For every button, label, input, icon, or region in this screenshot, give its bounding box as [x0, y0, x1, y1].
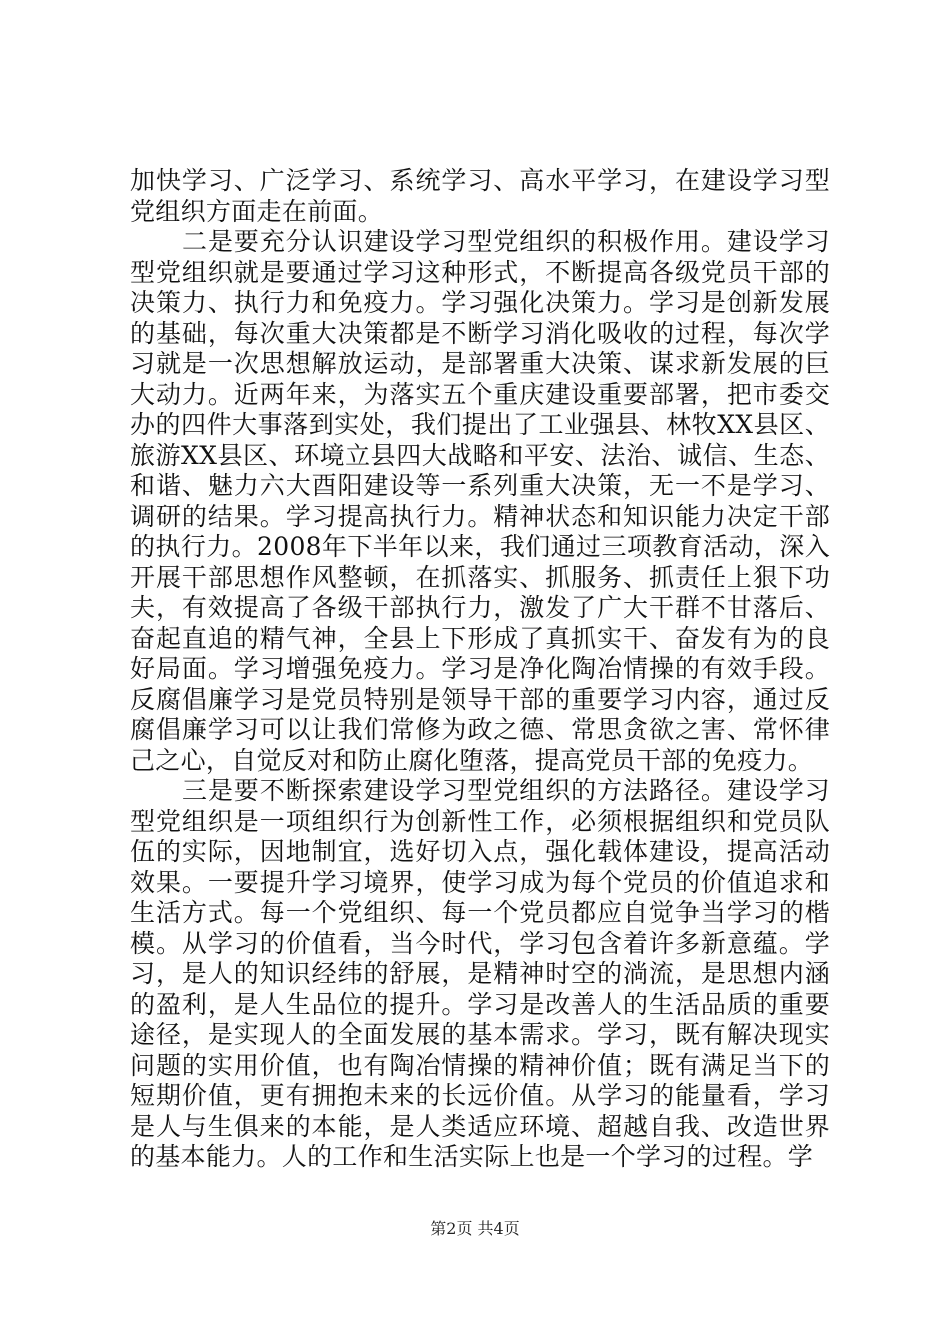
paragraph-3: 三是要不断探索建设学习型党组织的方法路径。建设学习型党组织是一项组织行为创新性工作，必须根据组织和党员队伍的实际，因地制宜，选好切入点，强化载体建设，提高活动效果。一要提升学习境界，使学习成为每个党员的价值追求和生活方式。每一个党组织、每一个党员都应自觉争当学习的楷模。从学习的价值看，当今时代，学习包含着许多新意蕴。学习，是人的知识经纬的舒展，是精神时空的淌流，是思想内涵的盈利，是人生品位的提升。学习是改善人的生活品质的重要途径，是实现人的全面发展的基本需求。学习，既有解决现实问题的实用价值，也有陶冶情操的精神价值；既有满足当下的短期价值，更有拥抱未来的长远价值。从学习的能量看，学习是人与生俱来的本能，是人类适应环境、超越自我、改造世界的基本能力。人的工作和生活实际上也是一个学习的过程。学: [130, 776, 830, 1171]
body-text: [130, 166, 830, 1173]
paragraph-2: 二是要充分认识建设学习型党组织的积极作用。建设学习型党组织就是要通过学习这种形式，不断提高各级党员干部的决策力、执行力和免疫力。学习强化决策力。学习是创新发展的基础，每次重大决策都是不断学习消化吸收的过程，每次学习就是一次思想解放运动，是部署重大决策、谋求新发展的巨大动力。近两年来，为落实五个重庆建设重要部署，把市委交办的四件大事落到实处，我们提出了工业强县、林牧XX县区、旅游XX县区、环境立县四大战略和平安、法治、诚信、生态、和谐、魅力六大酉阳建设等一系列重大决策，无一不是学习、调研的结果。学习提高执行力。精神状态和知识能力决定干部的执行力。2008年下半年以来，我们通过三项教育活动，深入开展干部思想作风整顿，在抓落实、抓服务、抓责任上狠下功夫，有效提高了各级干部执行力，激发了广大干群不甘落后、奋起直追的精气神，全县上下形成了真抓实干、奋发有为的良好局面。学习增强免疫力。学习是净化陶冶情操的有效手段。反腐倡廉学习是党员特别是领导干部的重要学习内容，通过反腐倡廉学习可以让我们常修为政之德、常思贪欲之害、常怀律己之心，自觉反对和防止腐化堕落，提高党员干部的免疫力。: [130, 227, 830, 775]
page-footer: 第2页 共4页: [430, 1219, 520, 1238]
paragraph-1: 加快学习、广泛学习、系统学习、高水平学习，在建设学习型党组织方面走在前面。: [130, 166, 830, 226]
